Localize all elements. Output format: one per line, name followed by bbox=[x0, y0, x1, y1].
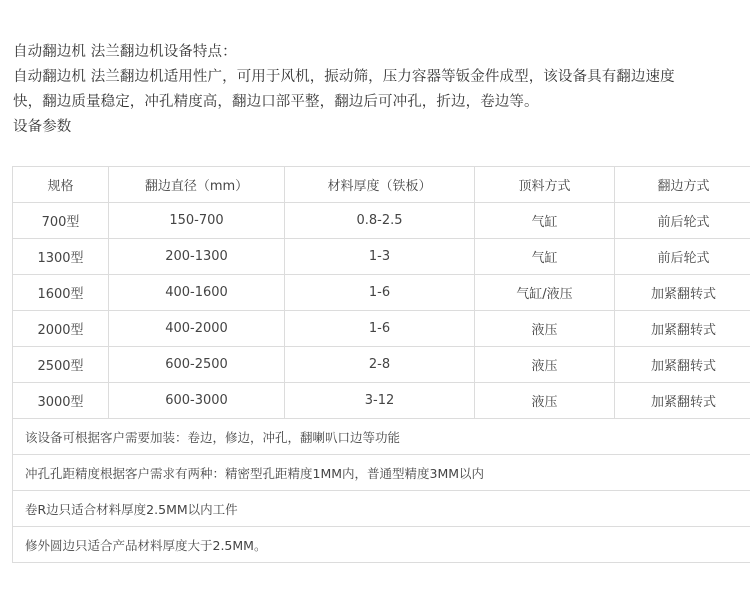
features-text-line-2: 快，翻边质量稳定，冲孔精度高，翻边口部平整，翻边后可冲孔，折边，卷边等。 bbox=[13, 94, 539, 110]
header-cell-spec: 规格 bbox=[13, 167, 109, 203]
note-r-curl: 卷R边只适合材料厚度2.5MM以内工件 bbox=[13, 491, 750, 527]
note-outer-trim: 修外圆边只适合产品材料厚度大于2.5MM。 bbox=[13, 527, 750, 563]
cell-diameter: 600-2500 bbox=[109, 347, 285, 383]
cell-diameter: 600-3000 bbox=[109, 383, 285, 419]
cell-ejection: 液压 bbox=[475, 311, 615, 347]
header-cell-thickness: 材料厚度（铁板） bbox=[285, 167, 475, 203]
cell-flanging: 前后轮式 bbox=[615, 203, 750, 239]
cell-flanging: 前后轮式 bbox=[615, 239, 750, 275]
cell-spec: 2000型 bbox=[13, 311, 109, 347]
params-heading: 设备参数 bbox=[13, 119, 72, 135]
cell-ejection: 液压 bbox=[475, 383, 615, 419]
cell-spec: 2500型 bbox=[13, 347, 109, 383]
features-heading: 自动翻边机 法兰翻边机设备特点： bbox=[13, 44, 237, 60]
cell-flanging: 加紧翻转式 bbox=[615, 347, 750, 383]
cell-spec: 1600型 bbox=[13, 275, 109, 311]
features-text-line-1: 自动翻边机 法兰翻边机适用性广，可用于风机，振动筛，压力容器等钣金件成型，该设备具有翻边速度 bbox=[13, 69, 675, 85]
table-row bbox=[13, 383, 750, 419]
cell-ejection: 气缸 bbox=[475, 203, 615, 239]
table-header-row bbox=[13, 167, 750, 203]
cell-spec: 3000型 bbox=[13, 383, 109, 419]
cell-diameter: 400-2000 bbox=[109, 311, 285, 347]
table-row bbox=[13, 311, 750, 347]
cell-diameter: 150-700 bbox=[109, 203, 285, 239]
cell-diameter: 200-1300 bbox=[109, 239, 285, 275]
table-note-row bbox=[13, 491, 750, 527]
cell-ejection: 气缸 bbox=[475, 239, 615, 275]
cell-flanging: 加紧翻转式 bbox=[615, 311, 750, 347]
table-note-row bbox=[13, 419, 750, 455]
header-cell-diameter: 翻边直径（mm） bbox=[109, 167, 285, 203]
cell-thickness: 2-8 bbox=[285, 347, 475, 383]
table-row bbox=[13, 203, 750, 239]
table-row bbox=[13, 275, 750, 311]
cell-thickness: 1-6 bbox=[285, 311, 475, 347]
cell-flanging: 加紧翻转式 bbox=[615, 275, 750, 311]
note-options: 该设备可根据客户需要加装：卷边，修边，冲孔，翻喇叭口边等功能 bbox=[13, 419, 750, 455]
cell-spec: 1300型 bbox=[13, 239, 109, 275]
cell-diameter: 400-1600 bbox=[109, 275, 285, 311]
table-note-row bbox=[13, 527, 750, 563]
table-row bbox=[13, 239, 750, 275]
note-hole-precision: 冲孔孔距精度根据客户需求有两种：精密型孔距精度1MM内，普通型精度3MM以内 bbox=[13, 455, 750, 491]
spec-table bbox=[12, 166, 750, 563]
cell-thickness: 0.8-2.5 bbox=[285, 203, 475, 239]
table-row bbox=[13, 347, 750, 383]
cell-spec: 700型 bbox=[13, 203, 109, 239]
header-cell-ejection: 顶料方式 bbox=[475, 167, 615, 203]
cell-thickness: 3-12 bbox=[285, 383, 475, 419]
cell-ejection: 液压 bbox=[475, 347, 615, 383]
table-note-row bbox=[13, 455, 750, 491]
cell-thickness: 1-6 bbox=[285, 275, 475, 311]
cell-thickness: 1-3 bbox=[285, 239, 475, 275]
intro-section bbox=[13, 40, 743, 140]
cell-flanging: 加紧翻转式 bbox=[615, 383, 750, 419]
header-cell-flanging: 翻边方式 bbox=[615, 167, 750, 203]
cell-ejection: 气缸/液压 bbox=[475, 275, 615, 311]
